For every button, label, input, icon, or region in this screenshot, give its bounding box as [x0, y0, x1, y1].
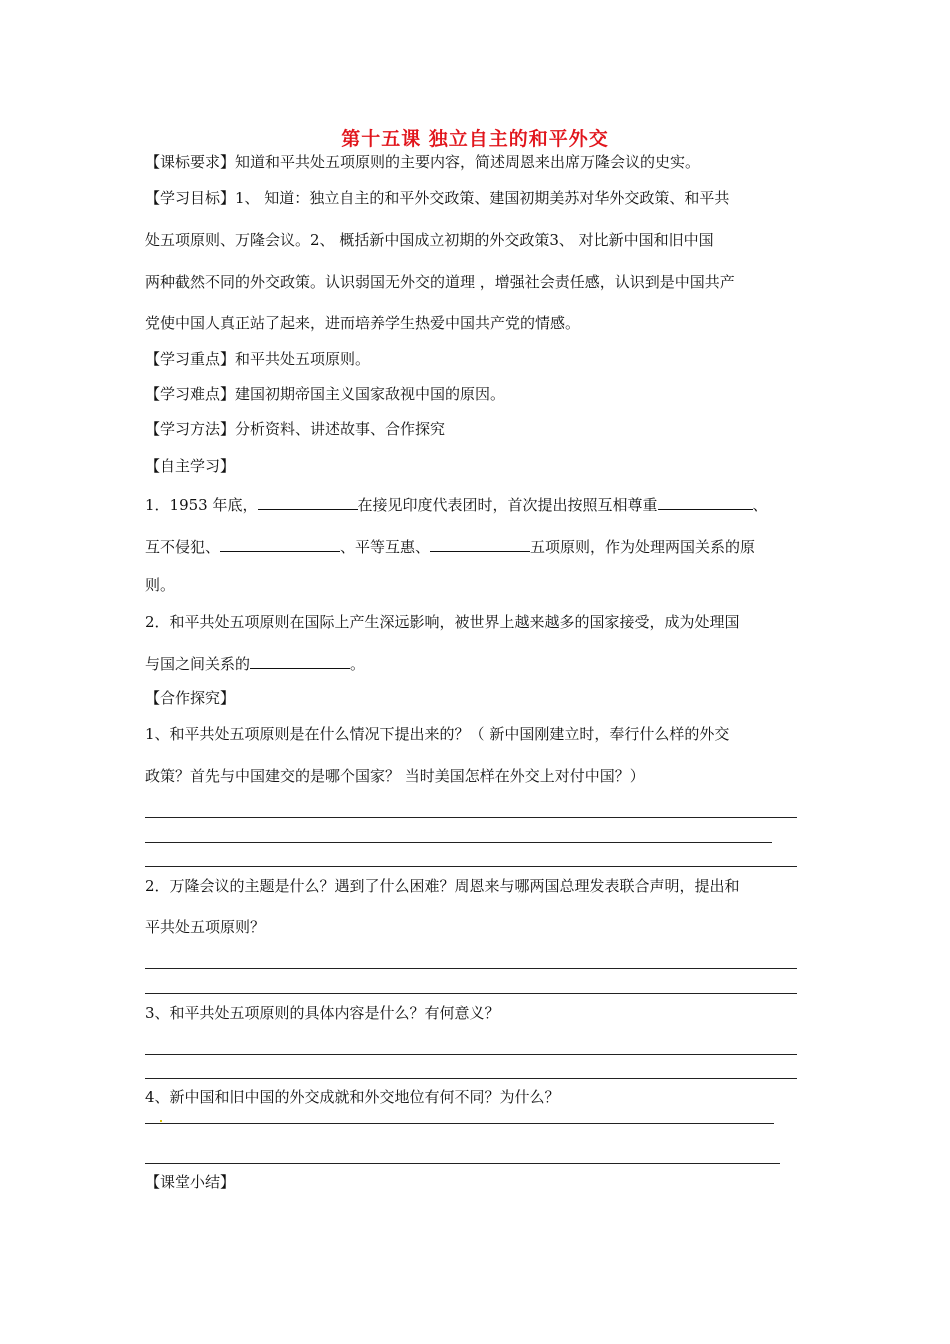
- answer-line[interactable]: [145, 1054, 797, 1055]
- cooperation-q3: 3、和平共处五项原则的具体内容是什么？有何意义？: [145, 1004, 500, 1022]
- self-study-heading: 【自主学习】: [145, 457, 236, 475]
- study-methods: 【学习方法】分析资料、讲述故事、合作探究: [145, 420, 446, 438]
- stray-mark: [160, 1120, 162, 1122]
- cooperation-q4: 4、新中国和旧中国的外交成就和外交地位有何不同？为什么？: [145, 1088, 560, 1106]
- q1-blank-principle-3[interactable]: [430, 535, 530, 552]
- answer-line[interactable]: [145, 1163, 780, 1164]
- objectives-line-2: 处五项原则、万隆会议。2、 概括新中国成立初期的外交政策3、 对比新中国和旧中国: [145, 231, 714, 249]
- q1-text-a: 1．1953 年底，: [145, 496, 258, 514]
- lesson-title: 第十五课 独立自主的和平外交: [341, 128, 609, 150]
- objectives-line-4: 党使中国人真正站了起来，进而培养学生热爱中国共产党的情感。: [145, 314, 581, 332]
- self-study-q2-line-2: [145, 652, 365, 674]
- self-study-q2-line-1: 2．和平共处五项原则在国际上产生深远影响，被世界上越来越多的国家接受，成为处理国: [145, 613, 740, 631]
- objectives-line-3: 两种截然不同的外交政策。认识弱国无外交的道理 ，增强社会责任感，认识到是中国共产: [145, 273, 735, 291]
- self-study-q1-line-3: 则。: [145, 576, 176, 594]
- cooperation-q2-line-2: 平共处五项原则？: [145, 918, 266, 936]
- q1-text-f: 五项原则，作为处理两国关系的原: [530, 538, 756, 556]
- key-points: 【学习重点】和平共处五项原则。: [145, 350, 371, 368]
- answer-line[interactable]: [145, 866, 797, 867]
- q2-text-a: 与国之间关系的: [145, 655, 251, 673]
- answer-line[interactable]: [145, 817, 797, 818]
- self-study-q1-line-2: [145, 535, 755, 557]
- q1-text-d: 互不侵犯、: [145, 538, 221, 556]
- answer-line[interactable]: [145, 1123, 774, 1124]
- q2-blank[interactable]: [250, 652, 350, 669]
- q1-blank-principle-1[interactable]: [658, 493, 753, 510]
- objectives-line-1: 【学习目标】1、 知道：独立自主的和平外交政策、建国初期美苏对华外交政策、和平共: [145, 189, 730, 207]
- answer-line[interactable]: [145, 968, 797, 969]
- q1-blank-principle-2[interactable]: [220, 535, 340, 552]
- answer-line[interactable]: [145, 1078, 797, 1079]
- q1-text-b: 在接见印度代表团时，首次提出按照互相尊重: [357, 496, 658, 514]
- answer-line[interactable]: [145, 993, 797, 994]
- cooperation-q1-line-1: 1、和平共处五项原则是在什么情况下提出来的？（ 新中国刚建立时，奉行什么样的外交: [145, 725, 730, 743]
- cooperation-q2-line-1: 2．万隆会议的主题是什么？遇到了什么困难？周恩来与哪两国总理发表联合声明，提出和: [145, 877, 740, 895]
- answer-line[interactable]: [145, 842, 772, 843]
- cooperation-heading: 【合作探究】: [145, 689, 236, 707]
- difficulties: 【学习难点】建国初期帝国主义国家敌视中国的原因。: [145, 385, 506, 403]
- curriculum-requirement: 【课标要求】知道和平共处五项原则的主要内容，简述周恩来出席万隆会议的史实。: [145, 153, 701, 171]
- summary-heading: 【课堂小结】: [145, 1173, 236, 1191]
- cooperation-q1-line-2: 政策？首先与中国建交的是哪个国家？ 当时美国怎样在外交上对付中国？）: [145, 767, 645, 785]
- q2-text-b: 。: [350, 655, 366, 673]
- q1-text-e: 、平等互惠、: [340, 538, 431, 556]
- q1-blank-name[interactable]: [258, 493, 358, 510]
- q1-text-c: 、: [752, 496, 768, 514]
- self-study-q1-line-1: [145, 493, 768, 515]
